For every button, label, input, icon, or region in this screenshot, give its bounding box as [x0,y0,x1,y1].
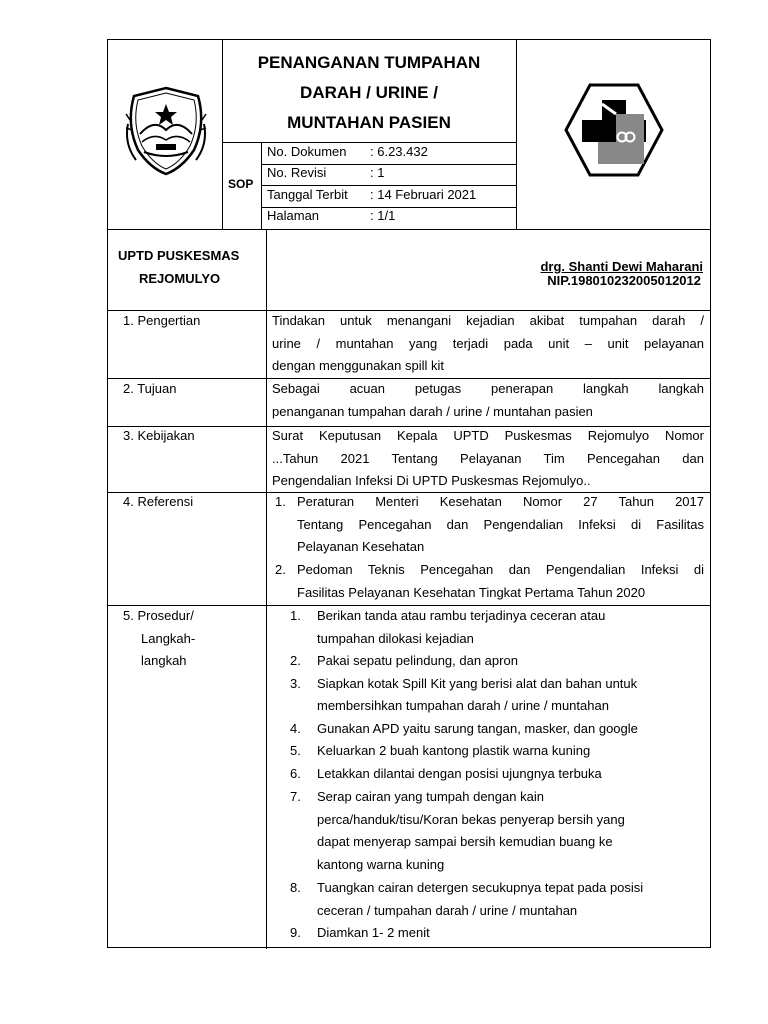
step-text: kantong warna kuning [317,857,445,872]
meta-value: : 1/1 [370,208,396,223]
org-name: UPTD PUSKESMAS [118,248,240,263]
meta-label: No. Dokumen [267,144,347,159]
col-divider [266,229,267,949]
step-text: Pakai sepatu pelindung, dan apron [317,653,518,668]
step-text: Berikan tanda atau rambu terjadinya ceceran atau [317,608,606,623]
step-number: 2. [290,653,301,668]
list-item: Peraturan Menteri Kesehatan Nomor 27 Tahun 2017 Tentang Pencegahan dan Pengendalian Infeksi di Fasilitas Pelayanan Kesehatan [297,494,704,554]
signatory-nip: NIP.198010232005012012 [547,273,701,288]
section-label: 5. Prosedur/ [123,608,194,623]
step-number: 1. [290,608,301,623]
sop-document [107,39,711,948]
step-text: Tuangkan cairan detergen secukupnya tepat pada posisi [317,880,644,895]
section-label: 2. Tujuan [123,381,177,396]
meta-label: Halaman [267,208,320,223]
step-number: 4. [290,721,301,736]
step-text: Gunakan APD yaitu sarung tangan, masker, dan google [317,721,638,736]
col-divider [261,142,262,229]
meta-label: Tanggal Terbit [267,187,348,202]
step-text: Diamkan 1- 2 menit [317,925,430,940]
sop-label: SOP [228,177,254,191]
document-title: PENANGANAN TUMPAHAN DARAH / URINE / MUNTAHAN PASIEN [257,53,481,132]
section-label: langkah [141,653,187,668]
step-text: tumpahan dilokasi kejadian [317,631,474,646]
step-text: ceceran / tumpahan darah / urine / muntahan [317,903,578,918]
meta-label: No. Revisi [267,165,327,180]
signatory-name: drg. Shanti Dewi Maharani [540,259,703,274]
step-text: membersihkan tumpahan darah / urine / muntahan [317,698,609,713]
step-text: dapat menyerap sampai bersih kemudian buang ke [317,834,613,849]
health-cross-hexagon-icon [564,82,664,178]
list-number: 2. [275,562,286,577]
step-number: 6. [290,766,301,781]
list-number: 1. [275,494,286,509]
org-name: REJOMULYO [139,271,221,286]
list-item: Pedoman Teknis Pencegahan dan Pengendalian Infeksi di Fasilitas Pelayanan Kesehatan Tingkat Pertama Tahun 2020 [297,562,704,600]
section-text: Surat Keputusan Kepala UPTD Puskesmas Rejomulyo Nomor ...Tahun 2021 Tentang Pelayanan Tim Pencegahan dan Pengendalian Infeksi Di UPTD Puskesmas Rejomulyo.. [272,428,704,488]
section-label: 4. Referensi [123,494,194,509]
regency-emblem-icon [120,84,212,176]
step-number: 3. [290,676,301,691]
step-text: Serap cairan yang tumpah dengan kain [317,789,544,804]
section-label: 3. Kebijakan [123,428,195,443]
meta-value: : 1 [370,165,385,180]
section-text: Tindakan untuk menangani kejadian akibat tumpahan darah / urine / muntahan yang terjadi pada unit – unit pelayanan dengan menggunakan spill kit [272,313,704,373]
header-divider [108,229,710,230]
meta-value: : 6.23.432 [370,144,428,159]
step-text: perca/handuk/tisu/Koran bekas penyerap bersih yang [317,812,625,827]
step-text: Siapkan kotak Spill Kit yang berisi alat dan bahan untuk [317,676,638,691]
step-number: 8. [290,880,301,895]
step-text: Keluarkan 2 buah kantong plastik warna kuning [317,743,591,758]
section-text: Sebagai acuan petugas penerapan langkah langkah penanganan tumpahan darah / urine / muntahan pasien [272,381,704,419]
col-divider [516,40,517,229]
meta-value: : 14 Februari 2021 [370,187,477,202]
step-number: 5. [290,743,301,758]
section-label: 1. Pengertian [123,313,201,328]
section-label: Langkah- [141,631,196,646]
step-number: 7. [290,789,301,804]
step-text: Letakkan dilantai dengan posisi ujungnya terbuka [317,766,602,781]
step-number: 9. [290,925,301,940]
